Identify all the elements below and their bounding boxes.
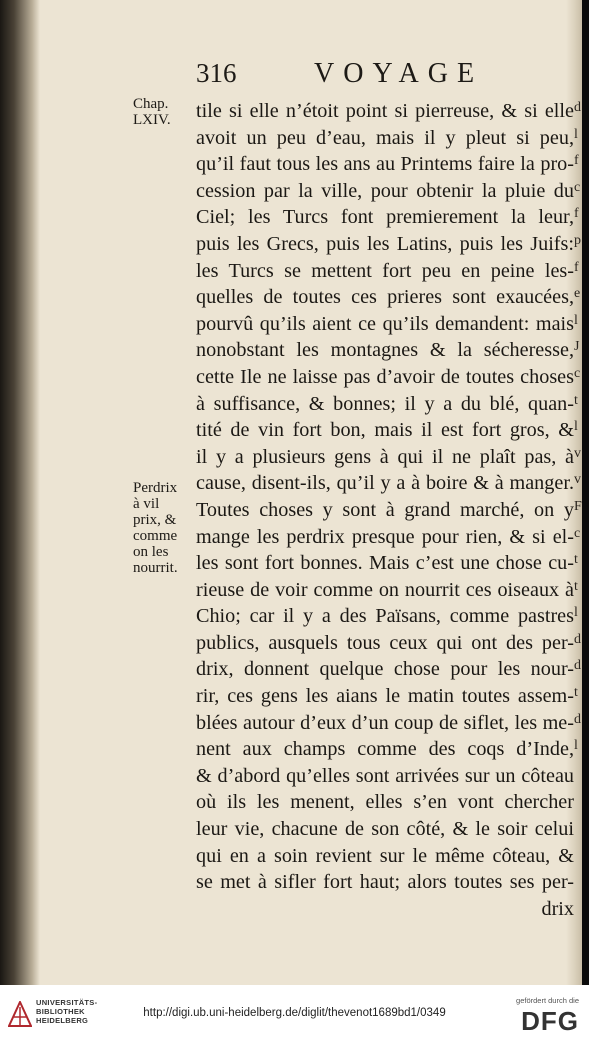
edge-letter: l (574, 126, 578, 142)
edge-letter: v (574, 445, 581, 461)
edge-letter: J (574, 339, 580, 355)
text-line: nent aux champs comme des coqs d’Inde, (196, 738, 574, 761)
chapter-marginal-note (133, 96, 171, 128)
chapter-number: LXIV. (133, 112, 171, 128)
edge-letter: f (574, 153, 579, 169)
text-line: qu’il faut tous les ans au Printems faire la pro- (196, 153, 574, 176)
text-line: puis les Grecs, puis les Latins, puis les Juifs: (196, 232, 574, 255)
text-line: drix, donnent quelque chose pour les nour- (196, 658, 574, 681)
text-line: les Turcs se mettent fort peu en peine les- (196, 259, 574, 282)
body-text (196, 98, 574, 922)
edge-letter: l (574, 605, 578, 621)
text-line: à suffisance, & bonnes; il y a du blé, quan- (196, 392, 574, 415)
edge-letter: F (574, 498, 582, 514)
text-line: nonobstant les montagnes & la sécheresse, (196, 339, 574, 362)
edge-letter: t (574, 552, 578, 568)
running-head-title: VOYAGE (314, 58, 484, 89)
text-line: cette Ile ne laisse pas d’avoir de toutes choses (196, 365, 574, 388)
text-line: Chio; car il y a des Païsans, comme pastres (196, 605, 574, 628)
text-line: tile si elle n’étoit point si pierreuse, & si elle (196, 100, 574, 122)
edge-letter: c (574, 365, 581, 381)
edge-letter: t (574, 578, 578, 594)
partridge-marginal-note (133, 480, 178, 576)
text-line: avoit un peu d’eau, mais il y pleut si peu, (196, 126, 574, 149)
facing-page-edge-letters (574, 95, 582, 760)
text-line: tité de vin fort bon, mais il est fort gros, & (196, 419, 574, 442)
edge-letter: t (574, 685, 578, 701)
source-url-link[interactable]: http://digi.ub.uni-heidelberg.de/diglit/thevenot1689bd1/0349 (143, 1007, 446, 1019)
text-line: qui en a soin revient sur le même côteau, & (196, 844, 574, 867)
text-line: pourvû qu’ils aient ce qu’ils demandent: mais (196, 312, 574, 335)
text-line: il y a plusieurs gens à qui il ne plaît pas, à (196, 445, 574, 468)
text-line: où ils les menent, elles s’en vont chercher (196, 791, 574, 814)
marginal-note-line: on les (133, 544, 169, 560)
edge-letter: c (574, 525, 581, 541)
edge-letter: f (574, 259, 579, 275)
dfg-logo: DFG (521, 1006, 579, 1036)
text-line: cause, disent-ils, qu’il y a à boire & à manger. (196, 472, 574, 495)
edge-letter: l (574, 312, 578, 328)
text-line: rieuse de voir comme on nourrit ces oiseaux à (196, 578, 574, 601)
text-line: & d’abord qu’elles sont arrivées sur un côteau (196, 764, 574, 787)
text-line: Toutes choses y sont à grand marché, on y (196, 498, 574, 521)
edge-letter: p (574, 232, 581, 248)
edge-letter: l (574, 738, 578, 754)
edge-letter: l (574, 419, 578, 435)
running-header (196, 58, 566, 92)
text-line: blées autour d’eux d’un coup de siflet, les me- (196, 711, 574, 734)
edge-letter: d (574, 631, 581, 647)
funding-label: gefördert durch die (516, 996, 579, 1005)
edge-letter: f (574, 206, 579, 222)
edge-letter: d (574, 658, 581, 674)
marginal-note-line: prix, & (133, 512, 177, 528)
edge-letter: c (574, 179, 581, 195)
marginal-note-line: à vil (133, 496, 160, 512)
edge-letter: d (574, 100, 581, 115)
marginal-note-line: nourrit. (133, 560, 178, 576)
edge-letter: e (574, 286, 581, 302)
edge-letter: d (574, 711, 581, 727)
digitization-footer (0, 985, 589, 1044)
marginal-note-line: comme (133, 528, 178, 544)
edge-letter: v (574, 472, 581, 488)
text-line: quelles de toutes ces prieres sont exaucées, (196, 286, 574, 309)
edge-letter: t (574, 392, 578, 408)
text-line: leur vie, chacune de son côté, & le soir celui (196, 818, 574, 841)
text-line: se met à sifler fort haut; alors toutes ses per- (196, 871, 574, 894)
marginal-note-line: Perdrix (133, 480, 178, 496)
text-line: publics, ausquels tous ceux qui ont des per- (196, 631, 574, 654)
library-name: UNIVERSITÄTS- BIBLIOTHEK HEIDELBERG (36, 998, 98, 1025)
text-line: les sont fort bonnes. Mais c’est une chose cu- (196, 552, 574, 575)
text-line: cession par la ville, pour obtenir la pluie du (196, 179, 574, 202)
binding-gutter (0, 0, 40, 985)
text-line: Ciel; les Turcs font premierement la leur, (196, 206, 574, 229)
page-number: 316 (196, 58, 237, 88)
chapter-label: Chap. (133, 96, 169, 112)
text-line: mange les perdrix presque pour rien, & si el- (196, 525, 574, 548)
text-line: drix (541, 897, 574, 920)
text-line: rir, ces gens les aians le matin toutes assem- (196, 685, 574, 708)
